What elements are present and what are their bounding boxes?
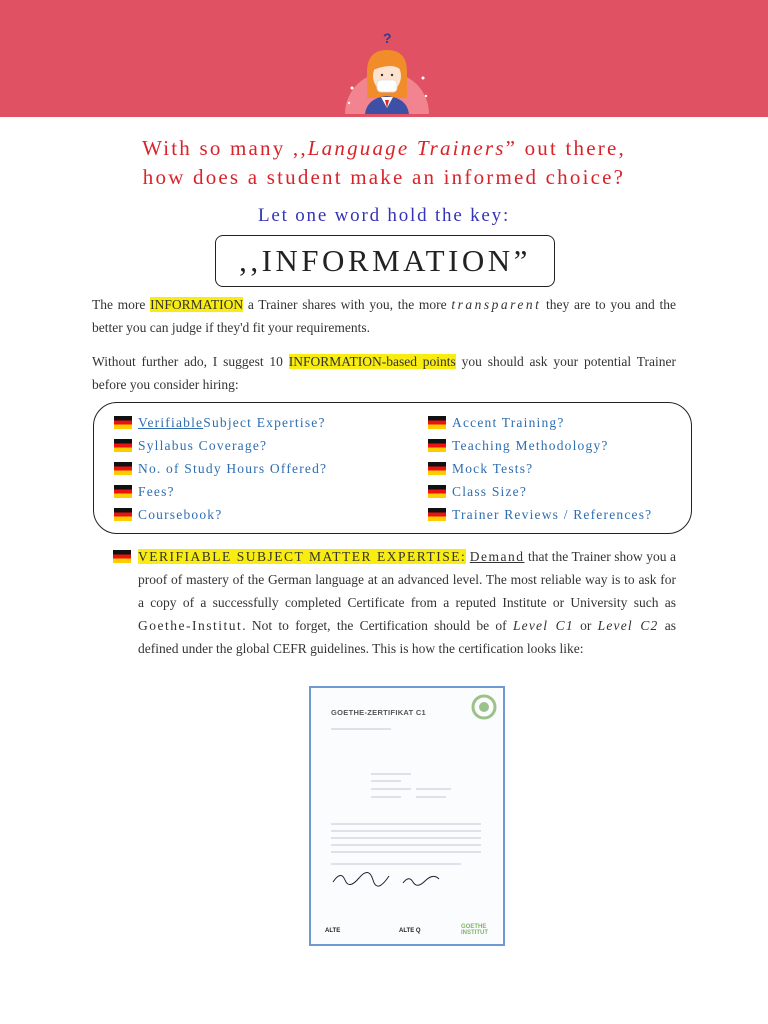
header-banner [0,0,768,117]
german-flag-icon [114,462,132,475]
list-item: Class Size? [428,480,652,503]
list-item: No. of Study Hours Offered? [114,457,327,480]
svg-text:?: ? [383,30,392,46]
german-flag-icon [114,416,132,429]
detail-paragraph: VERIFIABLE SUBJECT MATTER EXPERTISE: Demand that the Trainer show you a proof of mastery of the German language at an advanced level. The most reliable way is to ask for a copy of a successfully completed Certificate from a reputed Institute or University such as Goethe-Institut. Not to forget, the Certification should be of Level C1 or Level C2 as defined under the global CEFR guidelines. This is how the certification looks like: [138,549,677,656]
headline-line-2: how does a student make an informed choice? [142,165,626,189]
german-flag-icon [428,439,446,452]
detail-heading: VERIFIABLE SUBJECT MATTER EXPERTISE: [138,549,467,564]
signature-icon [331,868,391,888]
points-intro-paragraph: Without further ado, I suggest 10 INFORMATION-based points you should ask your potential Trainer before you consider hiring: [92,354,677,392]
highlight-information-points: INFORMATION-based points [288,354,456,369]
list-item: Coursebook? [114,503,327,526]
points-list-box [93,402,692,534]
keyword-box: ,,INFORMATION” [215,235,555,287]
alte-logo: ALTE [325,928,341,934]
list-item: Teaching Methodology? [428,434,652,457]
list-item: Trainer Reviews / References? [428,503,652,526]
german-flag-icon [428,508,446,521]
german-flag-icon [428,485,446,498]
german-flag-icon [114,508,132,521]
german-flag-icon [114,439,132,452]
german-flag-icon [428,462,446,475]
german-flag-icon [428,416,446,429]
highlight-information: INFORMATION [150,297,244,312]
signature-icon [401,873,441,887]
list-item: Mock Tests? [428,457,652,480]
headline-line-1: With so many ,,Language Trainers” out there, [142,136,626,160]
list-item: Verifiable Subject Expertise? [114,411,327,434]
certificate-image [309,686,505,946]
list-item: Fees? [114,480,327,503]
certificate-title: GOETHE-ZERTIFIKAT C1 [331,708,427,717]
subheading: Let one word hold the key: [257,205,511,226]
detail-section [113,545,676,660]
points-column-left [114,411,327,526]
german-flag-icon [113,550,131,563]
list-item: Accent Training? [428,411,652,434]
goethe-institut-logo: GOETHE INSTITUT [461,924,488,936]
goethe-logo-icon [471,694,497,720]
intro-paragraph: The more INFORMATION a Trainer shares with you, the more transparent they are to you and the better you can judge if they'd fit your requirements. [92,297,676,335]
german-flag-icon [114,485,132,498]
student-with-question-mark-icon [339,28,435,114]
points-column-right [428,411,652,526]
list-item: Syllabus Coverage? [114,434,327,457]
alte-q-logo: ALTE Q [399,928,421,934]
